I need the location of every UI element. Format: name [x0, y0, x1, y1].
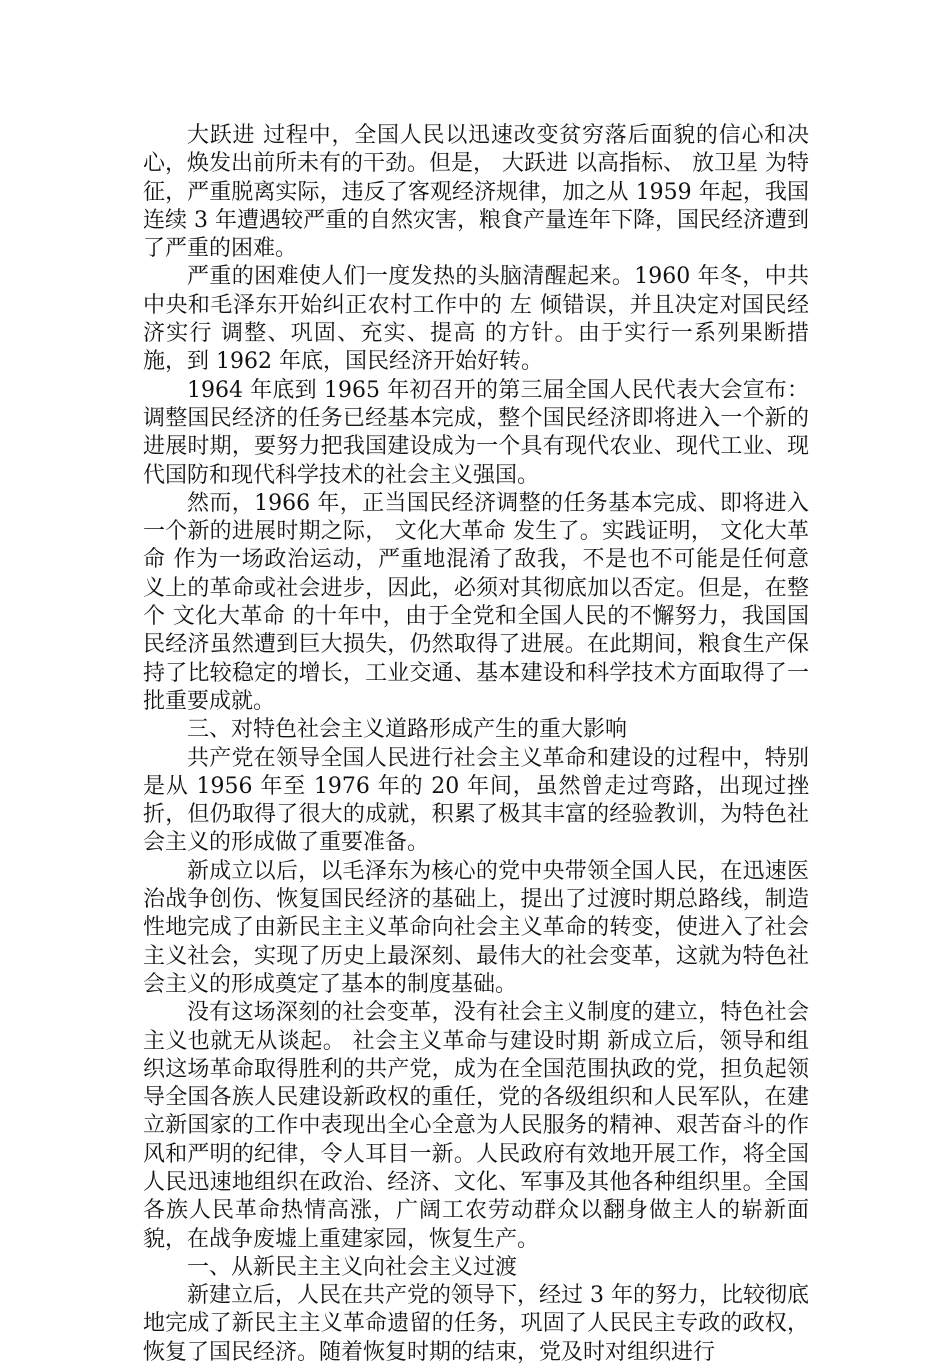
paragraph-transition: 新建立后，人民在共产党的领导下，经过 3 年的努力，比较彻底地完成了新民主主义革命遗留的任务，巩固了人民民主专政的政权，恢复了国民经济。随着恢复时期的结束，党及时对组织进行	[143, 1283, 809, 1365]
document-body	[143, 122, 809, 1367]
paragraph-social-change: 没有这场深刻的社会变革，没有社会主义制度的建立，特色社会主义也就无从谈起。 社会主义革命与建设时期 新成立后，领导和组织这场革命取得胜利的共产党，成为在全国范围执政的党，担负起领导全国各族人民建设新政权的重任，党的各级组织和人民军队，在建立新国家的工作中表现出全心全意为人民服务的精神、艰苦奋斗的作风和严明的纪律，令人耳目一新。人民政府有效地开展工作，将全国人民迅速地组织在政治、经济、文化、军事及其他各种组织里。全国各族人民革命热情高涨，广阔工农劳动群众以翻身做主人的崭新面貌，在战争废墟上重建家园，恢复生产。	[143, 1000, 809, 1252]
paragraph-cultural-revolution: 然而，1966 年，正当国民经济调整的任务基本完成、即将进入一个新的进展时期之际， 文化大革命 发生了。实践证明， 文化大革命 作为一场政治运动，严重地混淆了敌我，不是也不可能是任何意义上的革命或社会进步，因此，必须对其彻底加以否定。但是，在整个 文化大革命 的十年中，由于全党和全国人民的不懈努力，我国国民经济虽然遭到巨大损失，仍然取得了进展。在此期间，粮食生产保持了比较稳定的增长，工业交通、基本建设和科学技术方面取得了一批重要成就。	[143, 490, 809, 714]
section-heading-one: 一、从新民主主义向社会主义过渡	[187, 1254, 518, 1280]
paragraph-adjustment: 严重的困难使人们一度发热的头脑清醒起来。1960 年冬，中共中央和毛泽东开始纠正农村工作中的 左 倾错误，并且决定对国民经济实行 调整、巩固、充实、提高 的方针。由于实行一系列果断措施，到 1962 年底，国民经济开始好转。	[143, 264, 809, 375]
paragraph-twenty-years: 共产党在领导全国人民进行社会主义革命和建设的过程中，特别是从 1956 年至 1976 年的 20 年间，虽然曾走过弯路，出现过挫折，但仍取得了很大的成就，积累了极其丰富的经验教训，为特色社会主义的形成做了重要准备。	[143, 745, 809, 856]
paragraph-third-npc: 1964 年底到 1965 年初召开的第三届全国人民代表大会宣布：调整国民经济的任务已经基本完成，整个国民经济即将进入一个新的进展时期，要努力把我国建设成为一个具有现代农业、现代工业、现代国防和现代科学技术的社会主义强国。	[143, 377, 809, 488]
paragraph-great-leap: 大跃进 过程中，全国人民以迅速改变贫穷落后面貌的信心和决心，焕发出前所未有的干劲。但是， 大跃进 以高指标、 放卫星 为特征，严重脱离实际，违反了客观经济规律，加之从 1959 年起，我国连续 3 年遭遇较严重的自然灾害，粮食产量连年下降，国民经济遭到了严重的困难。	[143, 123, 809, 262]
paragraph-founding: 新成立以后，以毛泽东为核心的党中央带领全国人民，在迅速医治战争创伤、恢复国民经济的基础上，提出了过渡时期总路线，制造性地完成了由新民主主义革命向社会主义革命的转变，使进入了社会主义社会，实现了历史上最深刻、最伟大的社会变革，这就为特色社会主义的形成奠定了基本的制度基础。	[143, 858, 809, 997]
section-heading-three: 三、对特色社会主义道路形成产生的重大影响	[187, 717, 628, 743]
